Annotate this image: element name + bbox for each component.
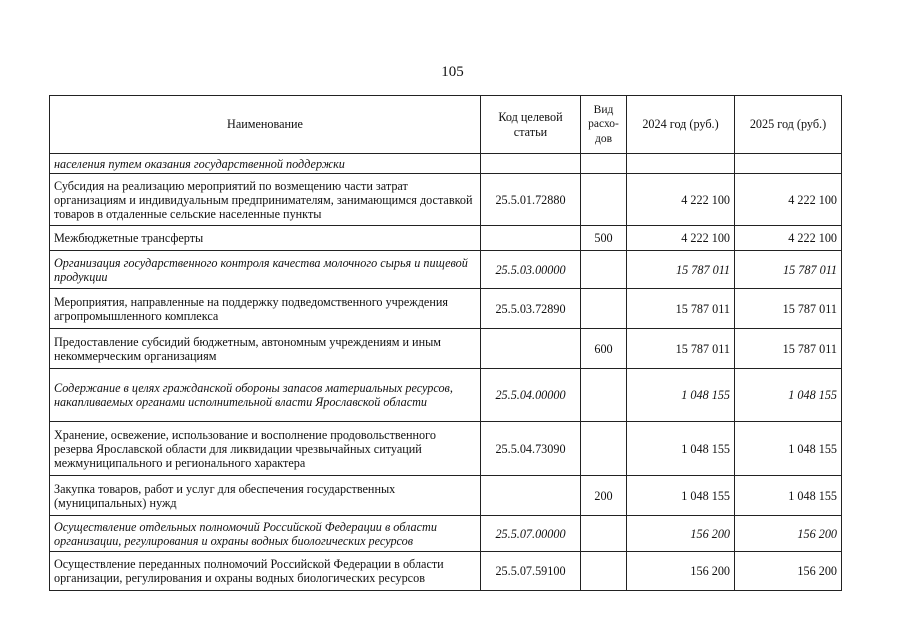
cell-name: Осуществление переданных полномочий Российской Федерации в области организации, регулирования и охраны водных биологических ресурсов bbox=[50, 552, 481, 591]
cell-code bbox=[481, 476, 581, 516]
cell-expense-type bbox=[581, 174, 627, 226]
table-row bbox=[50, 369, 842, 422]
cell-code: 25.5.03.00000 bbox=[481, 251, 581, 289]
cell-name: Хранение, освежение, использование и восполнение продовольственного резерва Ярославской области для ликвидации чрезвычайных ситуаций межмуниципального и регионального характера bbox=[50, 422, 481, 476]
cell-name: Субсидия на реализацию мероприятий по возмещению части затрат организациям и индивидуальным предпринимателям, занимающимся доставкой товаров в отдаленные сельские населенные пункты bbox=[50, 174, 481, 226]
cell-2025: 15 787 011 bbox=[735, 329, 842, 369]
cell-code: 25.5.03.72890 bbox=[481, 289, 581, 329]
page-number: 105 bbox=[441, 64, 464, 80]
cell-2024 bbox=[627, 154, 735, 174]
cell-name: Мероприятия, направленные на поддержку подведомственного учреждения агропромышленного комплекса bbox=[50, 289, 481, 329]
cell-expense-type bbox=[581, 422, 627, 476]
cell-2024: 156 200 bbox=[627, 552, 735, 591]
table-row bbox=[50, 516, 842, 552]
budget-table bbox=[49, 95, 842, 591]
header-code: Код целевой статьи bbox=[481, 96, 581, 154]
table-row bbox=[50, 422, 842, 476]
cell-code: 25.5.04.73090 bbox=[481, 422, 581, 476]
header-2025: 2025 год (руб.) bbox=[735, 96, 842, 154]
cell-expense-type bbox=[581, 369, 627, 422]
header-expense-type: Вид расхо-дов bbox=[581, 96, 627, 154]
table-row bbox=[50, 251, 842, 289]
cell-name: Содержание в целях гражданской обороны запасов материальных ресурсов, накапливаемых органами исполнительной власти Ярославской области bbox=[50, 369, 481, 422]
cell-code bbox=[481, 329, 581, 369]
cell-2025: 4 222 100 bbox=[735, 174, 842, 226]
cell-name: Осуществление отдельных полномочий Российской Федерации в области организации, регулирования и охраны водных биологических ресурсов bbox=[50, 516, 481, 552]
cell-code: 25.5.07.00000 bbox=[481, 516, 581, 552]
cell-expense-type bbox=[581, 552, 627, 591]
table-row bbox=[50, 289, 842, 329]
cell-expense-type bbox=[581, 154, 627, 174]
cell-code: 25.5.04.00000 bbox=[481, 369, 581, 422]
cell-name: населения путем оказания государственной поддержки bbox=[50, 154, 481, 174]
cell-code: 25.5.01.72880 bbox=[481, 174, 581, 226]
cell-code: 25.5.07.59100 bbox=[481, 552, 581, 591]
cell-name: Предоставление субсидий бюджетным, автономным учреждениям и иным некоммерческим организациям bbox=[50, 329, 481, 369]
cell-2024: 4 222 100 bbox=[627, 174, 735, 226]
table-header-row bbox=[50, 96, 842, 154]
cell-expense-type: 500 bbox=[581, 226, 627, 251]
table-row bbox=[50, 174, 842, 226]
cell-2025: 15 787 011 bbox=[735, 251, 842, 289]
cell-2024: 1 048 155 bbox=[627, 422, 735, 476]
cell-expense-type bbox=[581, 289, 627, 329]
table-row bbox=[50, 552, 842, 591]
table-row bbox=[50, 154, 842, 174]
cell-2024: 1 048 155 bbox=[627, 369, 735, 422]
cell-name: Межбюджетные трансферты bbox=[50, 226, 481, 251]
cell-2025: 156 200 bbox=[735, 552, 842, 591]
cell-2025: 4 222 100 bbox=[735, 226, 842, 251]
cell-code bbox=[481, 226, 581, 251]
cell-2025: 1 048 155 bbox=[735, 369, 842, 422]
cell-2025: 1 048 155 bbox=[735, 476, 842, 516]
cell-expense-type bbox=[581, 251, 627, 289]
cell-2025: 156 200 bbox=[735, 516, 842, 552]
cell-2025: 1 048 155 bbox=[735, 422, 842, 476]
cell-expense-type: 600 bbox=[581, 329, 627, 369]
cell-2024: 1 048 155 bbox=[627, 476, 735, 516]
table-row bbox=[50, 476, 842, 516]
cell-name: Закупка товаров, работ и услуг для обеспечения государственных (муниципальных) нужд bbox=[50, 476, 481, 516]
cell-2024: 15 787 011 bbox=[627, 251, 735, 289]
cell-name: Организация государственного контроля качества молочного сырья и пищевой продукции bbox=[50, 251, 481, 289]
cell-2025: 15 787 011 bbox=[735, 289, 842, 329]
table-row bbox=[50, 226, 842, 251]
cell-2024: 15 787 011 bbox=[627, 329, 735, 369]
header-name: Наименование bbox=[50, 96, 481, 154]
header-2024: 2024 год (руб.) bbox=[627, 96, 735, 154]
cell-expense-type: 200 bbox=[581, 476, 627, 516]
table-row bbox=[50, 329, 842, 369]
cell-2024: 4 222 100 bbox=[627, 226, 735, 251]
cell-2024: 15 787 011 bbox=[627, 289, 735, 329]
cell-expense-type bbox=[581, 516, 627, 552]
cell-2025 bbox=[735, 154, 842, 174]
cell-2024: 156 200 bbox=[627, 516, 735, 552]
cell-code bbox=[481, 154, 581, 174]
